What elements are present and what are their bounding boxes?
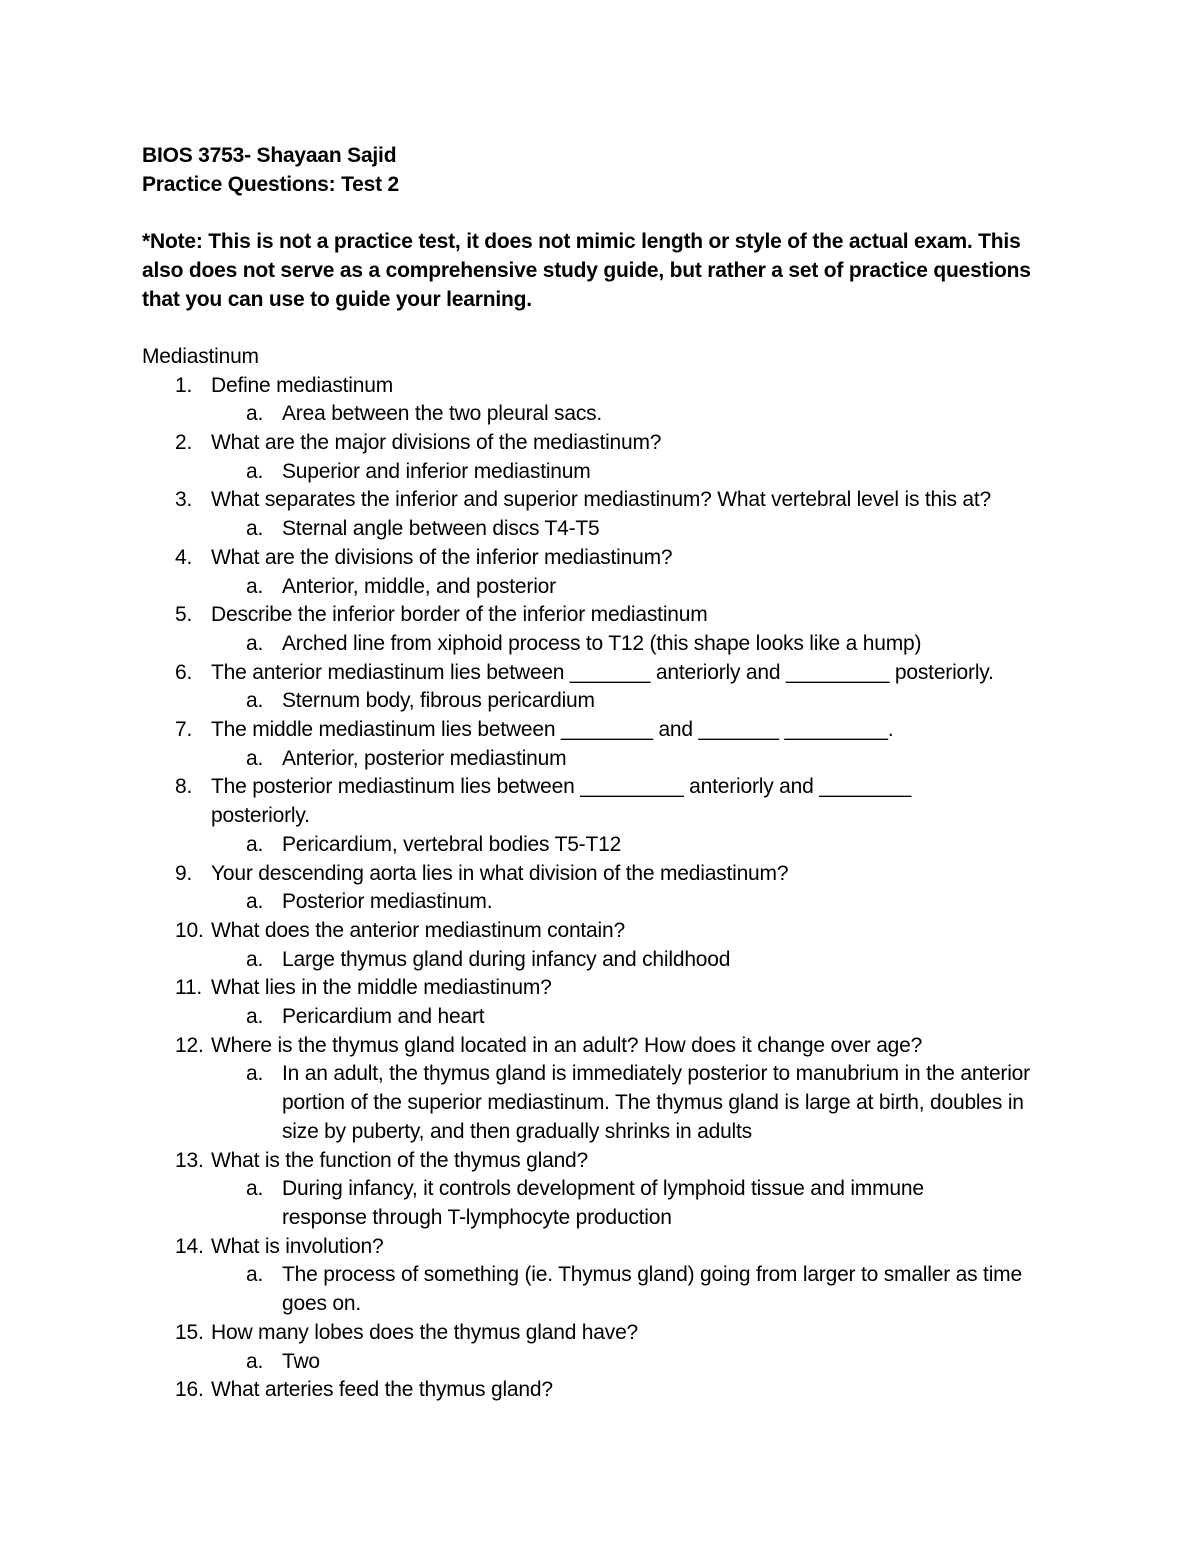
answer-letter: a. [246, 574, 264, 598]
question-number: 6. [175, 660, 193, 684]
question-text: The posterior mediastinum lies between _________ anteriorly and ________ posteriorly. [211, 775, 912, 828]
answer-text: Anterior, posterior mediastinum [282, 746, 567, 770]
question-item [142, 372, 1062, 429]
answer-text: Anterior, middle, and posterior [282, 574, 556, 598]
question-number: 13. [175, 1148, 204, 1172]
answer-letter: a. [246, 1349, 264, 1373]
question-item [142, 773, 1062, 859]
answer-letter: a. [246, 459, 264, 483]
question-text: What separates the inferior and superior mediastinum? What vertebral level is this at? [211, 488, 992, 512]
question-number: 9. [175, 861, 193, 885]
question-number: 4. [175, 545, 193, 569]
section-title: Mediastinum [142, 344, 259, 368]
answer-text: During infancy, it controls development of lymphoid tissue and immune response through T-lymphocyte production [282, 1177, 924, 1229]
question-number: 8. [175, 775, 193, 799]
question-number: 14. [175, 1234, 204, 1258]
answer-letter: a. [246, 746, 264, 770]
course-line: BIOS 3753- Shayaan Sajid [142, 144, 397, 167]
question-text: Where is the thymus gland located in an adult? How does it change over age? [211, 1033, 923, 1057]
answer-letter: a. [246, 517, 264, 541]
question-number: 7. [175, 718, 193, 742]
question-item [142, 1376, 1062, 1405]
question-text: The anterior mediastinum lies between _______ anteriorly and _________ posteriorly. [211, 660, 994, 684]
question-number: 16. [175, 1378, 204, 1402]
question-item [142, 860, 1062, 917]
question-item [142, 659, 1062, 716]
answer-letter: a. [246, 832, 264, 856]
answer-letter: a. [246, 402, 264, 426]
question-item [142, 917, 1062, 974]
question-text: What is the function of the thymus gland? [211, 1148, 589, 1172]
answer-text: Two [282, 1349, 320, 1373]
question-text: What does the anterior mediastinum contain? [211, 918, 625, 942]
answer-text: Superior and inferior mediastinum [282, 459, 591, 483]
question-text: How many lobes does the thymus gland have? [211, 1320, 639, 1344]
answer-text: Sternal angle between discs T4-T5 [282, 517, 600, 541]
answer-letter: a. [246, 890, 264, 914]
question-number: 3. [175, 488, 193, 512]
answer-text: In an adult, the thymus gland is immediately posterior to manubrium in the anterior portion of the superior mediastinum. The thymus gland is large at birth, doubles in size by puberty, and then gradually shrinks in adults [282, 1062, 1030, 1143]
question-text: What lies in the middle mediastinum? [211, 976, 552, 1000]
question-text: Describe the inferior border of the inferior mediastinum [211, 603, 708, 627]
answer-text: Pericardium, vertebral bodies T5-T12 [282, 832, 622, 856]
answer-text: The process of something (ie. Thymus gland) going from larger to smaller as time goes on. [282, 1263, 1022, 1316]
answer-letter: a. [246, 1177, 264, 1201]
question-text: What are the major divisions of the mediastinum? [211, 431, 662, 454]
answer-letter: a. [246, 1062, 264, 1086]
answer-text: Large thymus gland during infancy and childhood [282, 947, 731, 971]
question-number: 1. [175, 373, 193, 397]
answer-text: Arched line from xiphoid process to T12 (this shape looks like a hump) [282, 631, 922, 655]
question-list [142, 372, 1062, 1405]
answer-text: Pericardium and heart [282, 1005, 485, 1029]
question-text: Define mediastinum [211, 373, 393, 397]
document-content [142, 142, 1062, 1405]
question-item [142, 1319, 1062, 1376]
question-text: Your descending aorta lies in what division of the mediastinum? [211, 861, 789, 885]
question-item [142, 716, 1062, 773]
question-item [142, 429, 1062, 486]
question-number: 10. [175, 918, 204, 942]
question-number: 11. [175, 976, 203, 1000]
spacer [142, 314, 1062, 343]
answer-letter: a. [246, 947, 264, 971]
answer-letter: a. [246, 1005, 264, 1029]
answer-letter: a. [246, 1263, 264, 1287]
question-item [142, 1147, 1062, 1233]
spacer [142, 199, 1062, 228]
question-text: The middle mediastinum lies between ________ and _______ _________. [211, 718, 894, 742]
question-text: What arteries feed the thymus gland? [211, 1378, 553, 1402]
question-text: What are the divisions of the inferior mediastinum? [211, 545, 673, 569]
disclaimer-note: *Note: This is not a practice test, it does not mimic length or style of the actual exam. This also does not serve as a comprehensive study guide, but rather a set of practice questions that you can use to guide your learning. [142, 230, 1031, 311]
answer-letter: a. [246, 631, 264, 655]
question-number: 12. [175, 1033, 204, 1057]
question-text: What is involution? [211, 1234, 384, 1258]
question-number: 5. [175, 603, 193, 627]
question-number: 2. [175, 431, 193, 454]
question-item [142, 486, 1062, 543]
question-item [142, 1233, 1062, 1319]
page-subtitle: Practice Questions: Test 2 [142, 172, 400, 196]
answer-text: Area between the two pleural sacs. [282, 402, 603, 426]
question-number: 15. [175, 1320, 204, 1344]
question-item [142, 544, 1062, 601]
answer-text: Posterior mediastinum. [282, 890, 493, 914]
answer-text: Sternum body, fibrous pericardium [282, 689, 595, 713]
question-item [142, 601, 1062, 658]
answer-letter: a. [246, 689, 264, 713]
question-item [142, 1032, 1062, 1147]
question-item [142, 974, 1062, 1031]
